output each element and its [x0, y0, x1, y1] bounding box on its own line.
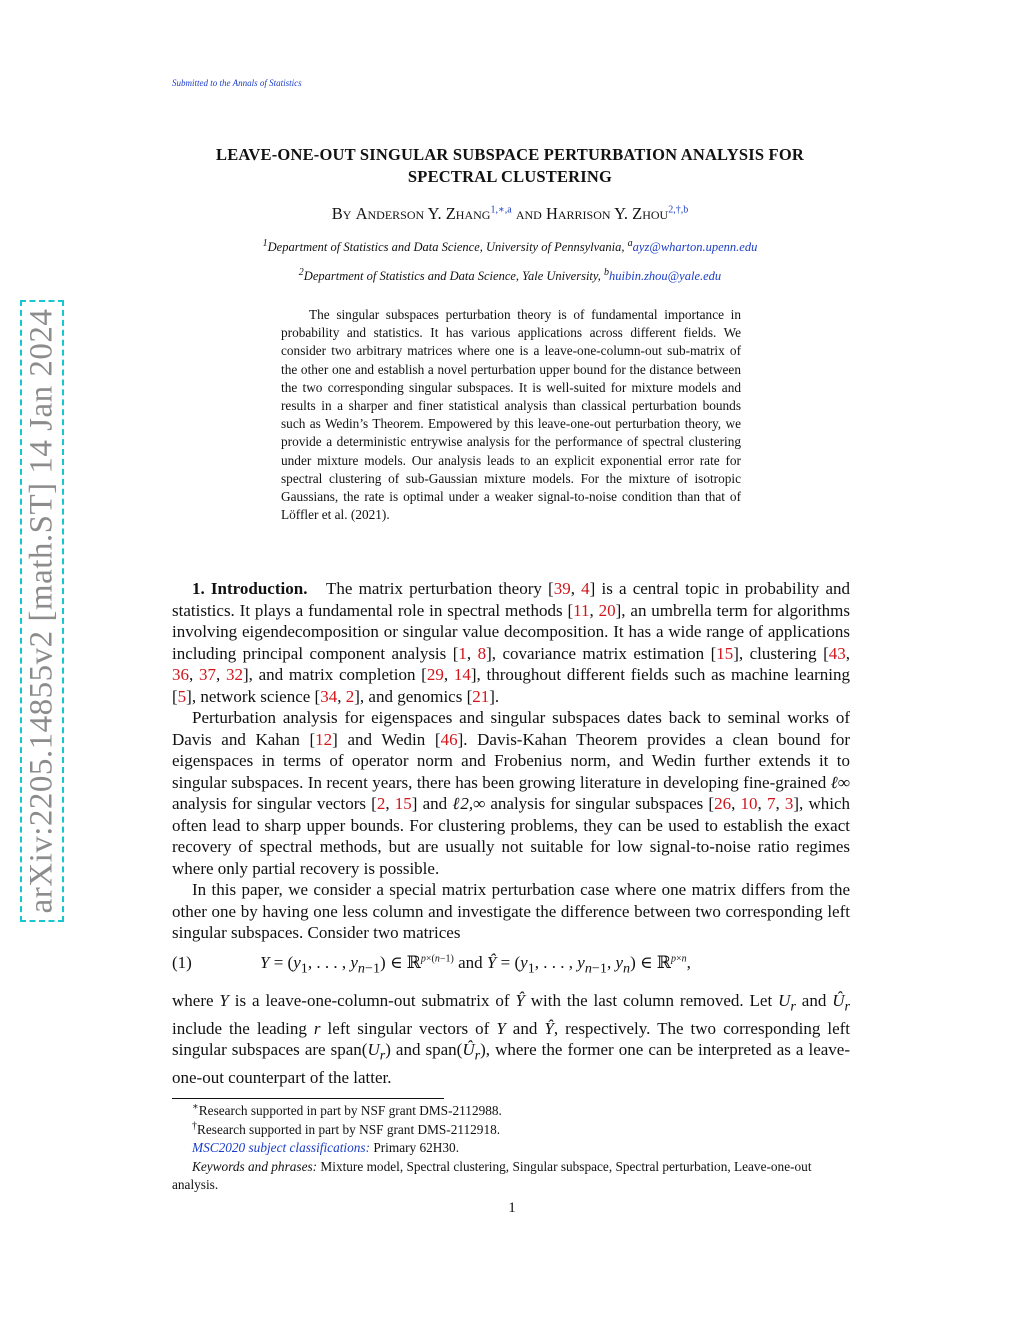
citation-link[interactable]: 15 — [716, 643, 734, 663]
author-line — [150, 204, 870, 224]
equation-1 — [172, 953, 850, 977]
abstract — [281, 306, 741, 524]
author-1: Anderson Y. Zhang — [355, 204, 491, 223]
intro-paragraph-1: 1. Introduction. The matrix perturbation theory [39, 4] is a central topic in probability and statistics. It plays a fundamental role in spectral methods [11, 20], an umbrella term for algorithms involving eigendecomposition or singular value decomposition. It has a wide range of applications including principal component analysis [1, 8], covariance matrix estimation [15], clustering [43, 36, 37, 32], and matrix completion [29, 14], throughout different fields such as machine learning [5], network science [34, 2], and genomics [21]. — [172, 579, 851, 706]
l-inf-symbol: ℓ∞ — [830, 772, 850, 792]
title-line-1: LEAVE-ONE-OUT SINGULAR SUBSPACE PERTURBATION ANALYSIS FOR — [216, 145, 804, 164]
affiliation-1 — [150, 237, 870, 255]
submitted-note[interactable]: Submitted to the Annals of Statistics — [172, 78, 302, 88]
aff-1-sup: 1 — [262, 237, 268, 249]
equation-expression: $Y = (y_1$, . . . , $y_{n-1}$) ∈ ℝ$^{p\times(n-1)}$ and Ŷ = ($y_1$, . . . , $y_{n-1}$, $y_n$) ∈ ℝ$^{p\times n}$, — [260, 953, 691, 977]
citation-link[interactable]: 7 — [766, 794, 776, 813]
footnote-1: ∗Research supported in part by NSF grant DMS-2112988. — [192, 1101, 502, 1118]
aff-2-sup: 2 — [298, 266, 304, 278]
citation-link[interactable]: 2 — [376, 794, 386, 813]
paper-title — [150, 144, 870, 188]
abstract-text: The singular subspaces perturbation theory is of fundamental importance in probability and statistics. It has various applications across different fields. We consider two arbitrary matrices where one is a leave-one-column-out sub-matrix of the other one and establish a novel perturbation upper bound for the distance between the two corresponding singular subspaces. It is well-suited for mixture models and results in a sharper and finer statistical analysis than classical perturbation bounds such as Wedin’s Theorem. Empowered by this leave-one-out perturbation theory, we provide a deterministic entrywise analysis for the performance of spectral clustering under mixture models. Our analysis leads to an explicit exponential error rate for spectral clustering of sub-Gaussian mixture models. For the mixture of isotropic Gaussians, the rate is optimal under a weaker signal-to-noise condition than that of Löffler et al. (2021). — [281, 307, 741, 523]
title-line-2: SPECTRAL CLUSTERING — [407, 167, 613, 186]
citation-link[interactable]: 37 — [198, 665, 216, 684]
post-equation-paragraph — [172, 990, 850, 1089]
intro-paragraph-4: where Y is a leave-one-column-out submatrix of Ŷ with the last column removed. Let $U_r$ and $Û_r$ include the leading r left singular vectors of Y and Ŷ, respectively. The two corresponding left singular subspaces are $span(U_r)$ and $span(Û_r)$, where the former one can be interpreted as a leave-one-out counterpart of the latter. — [172, 991, 851, 1088]
intro-paragraph-3: In this paper, we consider a special matrix perturbation case where one matrix differs from the other one by having one less column and investigate the difference between two corresponding left singular subspaces. Consider two matrices — [172, 880, 850, 942]
citation-link[interactable]: 5 — [177, 686, 187, 706]
email-link-1[interactable]: ayz@wharton.upenn.edu — [632, 240, 758, 254]
citation-link[interactable]: 8 — [477, 643, 487, 663]
eq-and: and — [458, 953, 483, 972]
citation-link[interactable]: 29 — [426, 665, 444, 684]
arxiv-stamp[interactable] — [20, 300, 64, 922]
aff-2-email-sup: b — [604, 266, 609, 278]
aff-1-email-sup: a — [627, 237, 633, 249]
and-label: and — [515, 204, 542, 223]
citation-link[interactable]: 46 — [440, 729, 458, 749]
aff-1-text: Department of Statistics and Data Science, University of Pennsylvania, — [267, 240, 625, 254]
citation-link[interactable]: 34 — [320, 686, 338, 706]
msc-classification: MSC2020 subject classifications: Primary 62H30. — [192, 1140, 460, 1155]
page-number: 1 — [508, 1200, 516, 1216]
email-link-2[interactable]: huibin.zhou@yale.edu — [609, 269, 722, 283]
citation-link[interactable]: 1 — [458, 643, 467, 663]
citation-link[interactable]: 12 — [315, 729, 333, 749]
citation-link[interactable]: 2 — [345, 686, 355, 706]
keywords-label: Keywords and phrases: — [192, 1158, 318, 1174]
citation-link[interactable]: 3 — [784, 794, 794, 813]
citation-link[interactable]: 14 — [453, 665, 471, 684]
citation-link[interactable]: 20 — [598, 600, 616, 620]
author-2-sup[interactable]: 2,†,b — [668, 204, 689, 216]
footnote-rule — [172, 1098, 444, 1099]
author-1-sup[interactable]: 1,∗,a — [490, 204, 512, 216]
by-label: By — [331, 204, 352, 223]
section-heading: 1. Introduction. — [192, 579, 308, 598]
intro-paragraph-2: Perturbation analysis for eigenspaces and singular subspaces dates back to seminal works of Davis and Kahan [12] and Wedin [46]. Davis-Kahan Theorem provides a clean bound for eigenspaces in terms of operator norm and Frobenius norm, and Wedin further extends it to singular subspaces. In recent years, there has been growing literature in developing fine-grained ℓ∞ analysis for singular vectors [2, 15] and ℓ2,∞ analysis for singular subspaces [26, 10, 7, 3], which often lead to sharp upper bounds. For clustering problems, they can be used to establish the exact recovery of spectral methods, but are usually not suitable for low signal-to-noise ratio regimes where only partial recovery is possible. — [172, 708, 851, 878]
arxiv-stamp-text: arXiv:2205.14855v2 [math.ST] 14 Jan 2024 — [23, 308, 60, 914]
citation-link[interactable]: 39 — [553, 579, 571, 598]
msc-link[interactable]: MSC2020 subject classifications: — [192, 1140, 371, 1155]
affiliation-2 — [150, 266, 870, 284]
citation-link[interactable]: 21 — [472, 686, 490, 706]
citation-link[interactable]: 11 — [573, 600, 590, 620]
footnote-2: †Research supported in part by NSF grant DMS-2112918. — [192, 1120, 501, 1137]
l-2-inf-symbol: ℓ2,∞ — [452, 794, 486, 813]
citation-link[interactable]: 36 — [172, 665, 189, 684]
keywords: Keywords and phrases: Mixture model, Spectral clustering, Singular subspace, Spectral perturbation, Leave-one-out analysis. — [172, 1158, 812, 1192]
equation-number: (1) — [172, 953, 192, 972]
citation-link[interactable]: 43 — [828, 643, 846, 663]
citation-link[interactable]: 15 — [394, 794, 412, 813]
author-2: Harrison Y. Zhou — [545, 204, 669, 223]
aff-2-text: Department of Statistics and Data Science, Yale University, — [303, 269, 601, 283]
citation-link[interactable]: 4 — [581, 579, 590, 598]
citation-link[interactable]: 32 — [225, 665, 243, 684]
footnotes — [172, 1102, 850, 1195]
introduction-section — [172, 578, 850, 944]
citation-link[interactable]: 26 — [714, 794, 732, 813]
citation-link[interactable]: 10 — [740, 794, 758, 813]
